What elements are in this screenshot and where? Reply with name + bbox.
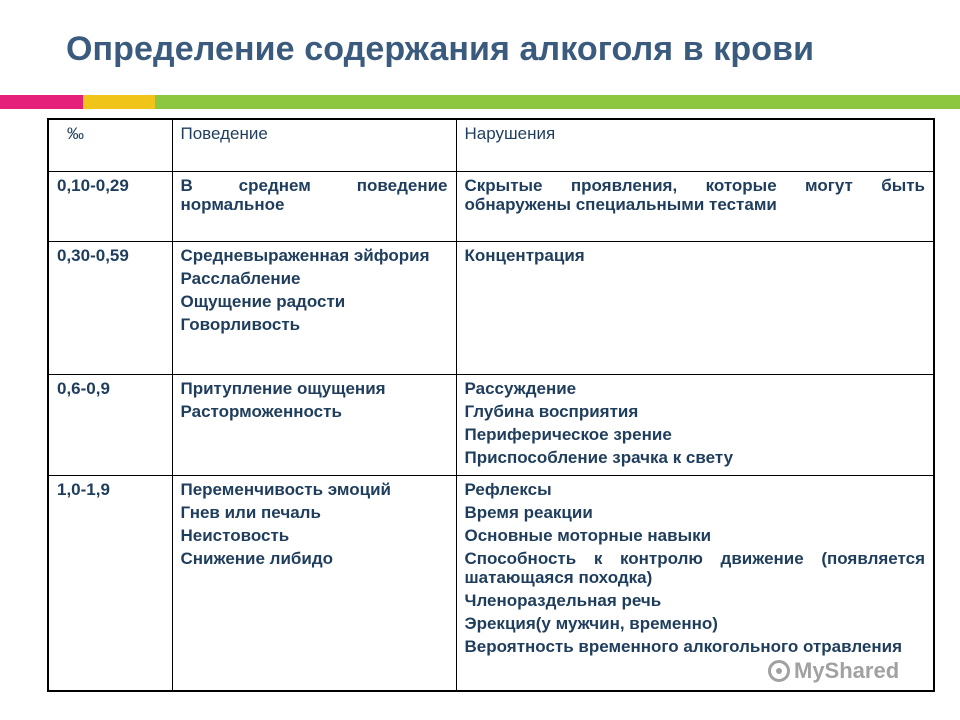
cell-level: 0,30-0,59 bbox=[48, 241, 172, 374]
header-impairments: Нарушения bbox=[456, 119, 934, 171]
accent-bar-green bbox=[155, 95, 960, 109]
cell-impairments bbox=[456, 374, 934, 475]
impairment-item: Членораздельная речь bbox=[464, 590, 662, 610]
behavior-item: Притупление ощущения bbox=[180, 378, 386, 398]
cell-level: 0,10-0,29 bbox=[48, 171, 172, 241]
cell-level: 1,0-1,9 bbox=[48, 475, 172, 691]
behavior-item: Снижение либидо bbox=[180, 548, 334, 568]
alcohol-table bbox=[47, 118, 935, 692]
accent-bar-pink bbox=[0, 95, 83, 109]
behavior-item: Гнев или печаль bbox=[180, 502, 321, 522]
impairment-item: Периферическое зрение bbox=[464, 424, 672, 444]
cell-behavior bbox=[172, 241, 456, 374]
myshared-watermark bbox=[768, 658, 899, 684]
header-permille: ‰ bbox=[48, 119, 172, 171]
behavior-item: Ощущение радости bbox=[180, 291, 346, 311]
impairment-item: Рефлексы bbox=[464, 479, 552, 499]
accent-bar-yellow bbox=[83, 95, 155, 109]
behavior-item: Переменчивость эмоций bbox=[180, 479, 391, 499]
table-row bbox=[48, 241, 934, 374]
myshared-logo-icon bbox=[768, 660, 790, 682]
impairment-item: Приспособление зрачка к свету bbox=[464, 447, 734, 467]
impairment-item: Способность к контролю движение (появляется шатающаяся походка) bbox=[464, 548, 925, 587]
cell-level: 0,6-0,9 bbox=[48, 374, 172, 475]
table-row bbox=[48, 374, 934, 475]
watermark-text: MyShared bbox=[794, 658, 900, 683]
cell-impairments bbox=[456, 171, 934, 241]
impairment-item: Скрытые проявления, которые могут быть обнаружены специальными тестами bbox=[464, 175, 925, 214]
accent-bar bbox=[0, 95, 960, 109]
table-row bbox=[48, 171, 934, 241]
page-title: Определение содержания алкоголя в крови bbox=[66, 30, 815, 68]
behavior-item: Говорливость bbox=[180, 314, 301, 334]
impairment-item: Концентрация bbox=[464, 245, 585, 265]
table-header-row bbox=[48, 119, 934, 171]
impairment-item: Глубина восприятия bbox=[464, 401, 639, 421]
behavior-item: В среднем поведение нормальное bbox=[180, 175, 448, 214]
impairment-item: Время реакции bbox=[464, 502, 593, 522]
cell-behavior bbox=[172, 374, 456, 475]
impairment-item: Рассуждение bbox=[464, 378, 577, 398]
cell-behavior bbox=[172, 475, 456, 691]
impairment-item: Эрекция(у мужчин, временно) bbox=[464, 613, 718, 633]
impairment-item: Вероятность временного алкогольного отравления bbox=[464, 636, 903, 656]
header-behavior: Поведение bbox=[172, 119, 456, 171]
behavior-item: Неистовость bbox=[180, 525, 290, 545]
cell-behavior bbox=[172, 171, 456, 241]
behavior-item: Средневыраженная эйфория bbox=[180, 245, 430, 265]
behavior-item: Расслабление bbox=[180, 268, 301, 288]
impairment-item: Основные моторные навыки bbox=[464, 525, 712, 545]
behavior-item: Расторможенность bbox=[180, 401, 342, 421]
cell-impairments bbox=[456, 241, 934, 374]
